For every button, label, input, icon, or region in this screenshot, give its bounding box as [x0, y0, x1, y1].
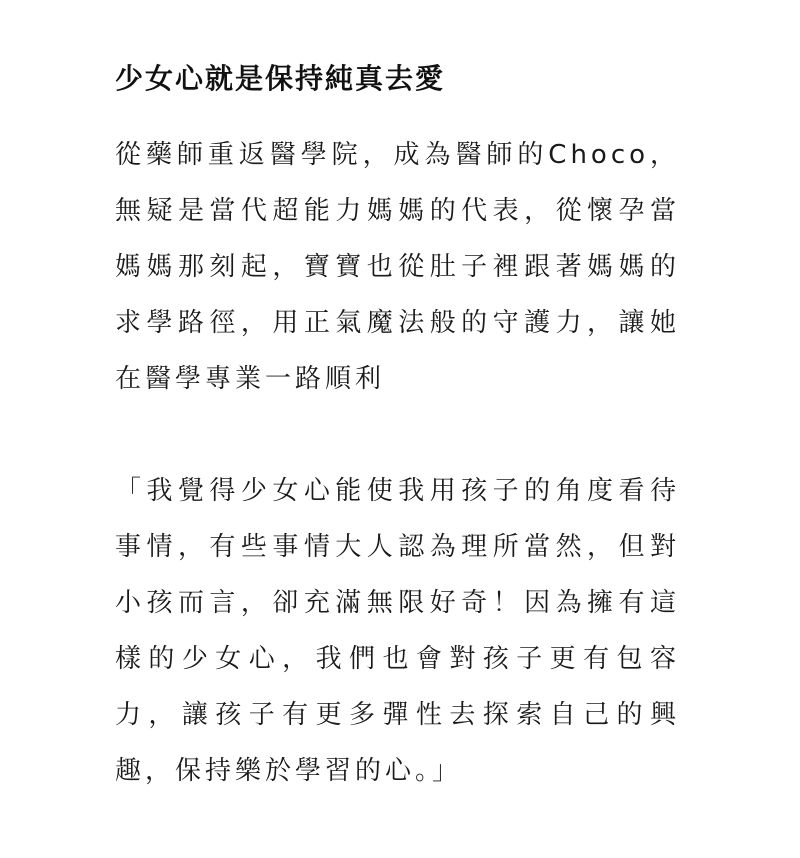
section-heading: 少女心就是保持純真去愛 — [115, 62, 446, 95]
intro-paragraph: 從藥師重返醫學院，成為醫師的Choco，無疑是當代超能力媽媽的代表，從懷孕當媽媽那刻起，寶寶也從肚子裡跟著媽媽的求學路徑，用正氣魔法般的守護力，讓她在醫學專業一路順利 — [115, 140, 680, 394]
quote-paragraph: 「我覺得少女心能使我用孩子的角度看待事情，有些事情大人認為理所當然，但對小孩而言，卻充滿無限好奇！因為擁有這樣的少女心，我們也會對孩子更有包容力，讓孩子有更多彈性去探索自己的興趣，保持樂於學習的心。」 — [115, 476, 680, 786]
article-section — [115, 55, 680, 799]
